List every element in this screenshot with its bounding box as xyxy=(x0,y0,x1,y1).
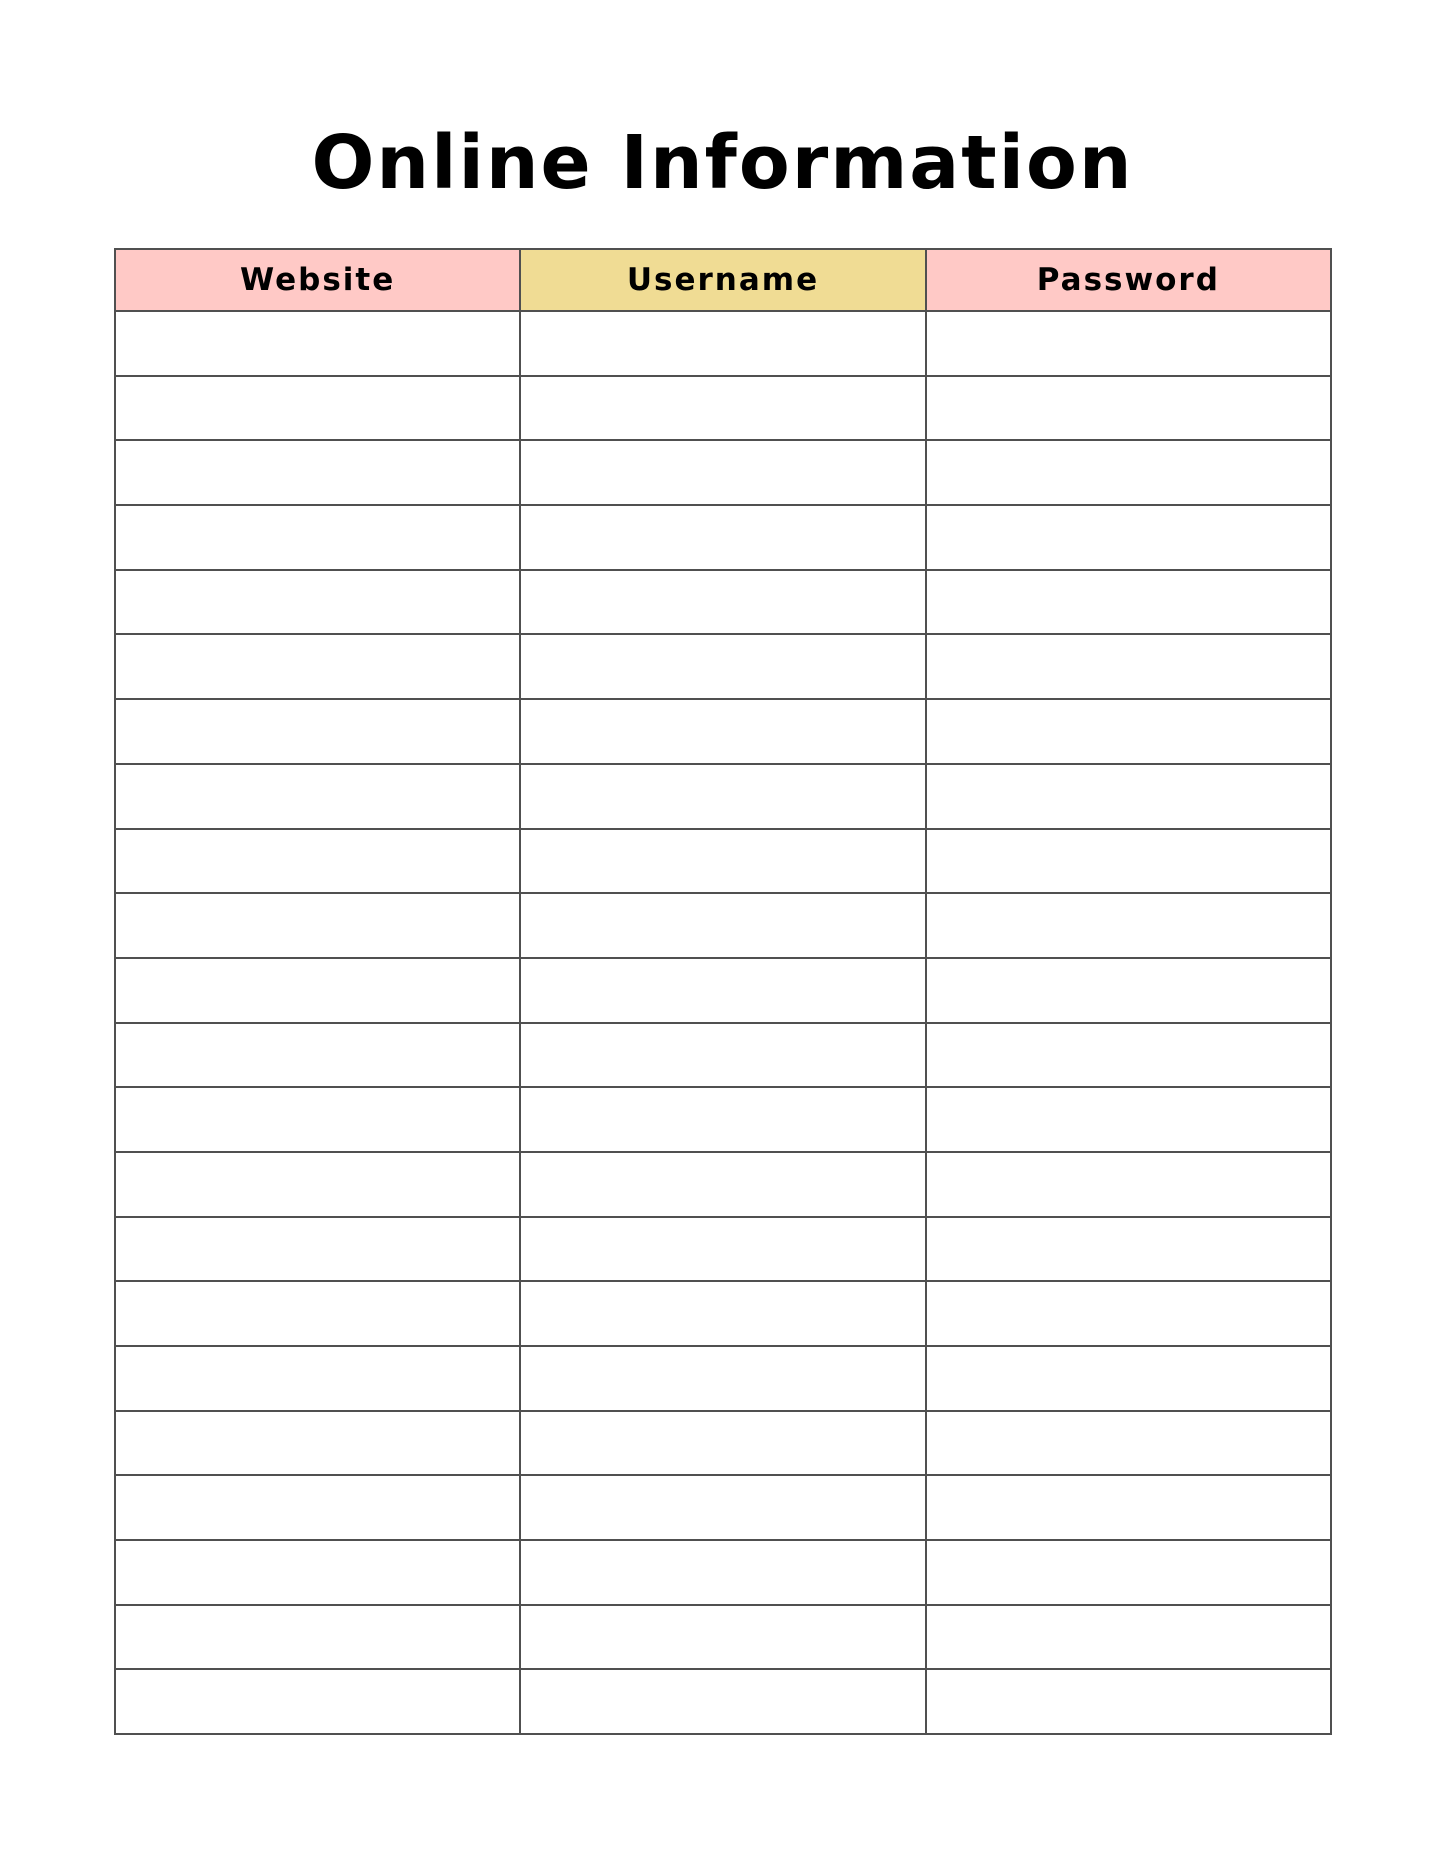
password-cell[interactable] xyxy=(926,1152,1331,1217)
password-cell[interactable] xyxy=(926,440,1331,505)
username-cell[interactable] xyxy=(520,764,925,829)
table-row xyxy=(115,376,1331,441)
table-row xyxy=(115,1087,1331,1152)
website-cell[interactable] xyxy=(115,1087,520,1152)
website-cell[interactable] xyxy=(115,699,520,764)
table-row xyxy=(115,1023,1331,1088)
website-cell[interactable] xyxy=(115,1540,520,1605)
username-cell[interactable] xyxy=(520,893,925,958)
username-cell[interactable] xyxy=(520,1346,925,1411)
table-row xyxy=(115,311,1331,376)
username-cell[interactable] xyxy=(520,376,925,441)
username-cell[interactable] xyxy=(520,1217,925,1282)
table-row xyxy=(115,634,1331,699)
password-cell[interactable] xyxy=(926,1669,1331,1734)
header-row xyxy=(115,249,1331,311)
table-row xyxy=(115,1152,1331,1217)
table-row xyxy=(115,699,1331,764)
website-cell[interactable] xyxy=(115,958,520,1023)
column-header-website: Website xyxy=(115,249,520,311)
website-cell[interactable] xyxy=(115,376,520,441)
page-title: Online Information xyxy=(311,120,1134,206)
website-cell[interactable] xyxy=(115,634,520,699)
username-cell[interactable] xyxy=(520,1281,925,1346)
password-cell[interactable] xyxy=(926,1540,1331,1605)
website-cell[interactable] xyxy=(115,311,520,376)
table-row xyxy=(115,440,1331,505)
password-cell[interactable] xyxy=(926,634,1331,699)
website-cell[interactable] xyxy=(115,829,520,894)
password-cell[interactable] xyxy=(926,311,1331,376)
table-row xyxy=(115,1281,1331,1346)
username-cell[interactable] xyxy=(520,1475,925,1540)
username-cell[interactable] xyxy=(520,1605,925,1670)
table-row xyxy=(115,764,1331,829)
username-cell[interactable] xyxy=(520,440,925,505)
password-cell[interactable] xyxy=(926,1281,1331,1346)
password-cell[interactable] xyxy=(926,1411,1331,1476)
website-cell[interactable] xyxy=(115,764,520,829)
table-row xyxy=(115,1346,1331,1411)
password-cell[interactable] xyxy=(926,570,1331,635)
website-cell[interactable] xyxy=(115,570,520,635)
username-cell[interactable] xyxy=(520,634,925,699)
table-row xyxy=(115,893,1331,958)
password-cell[interactable] xyxy=(926,1087,1331,1152)
password-cell[interactable] xyxy=(926,376,1331,441)
website-cell[interactable] xyxy=(115,1281,520,1346)
website-cell[interactable] xyxy=(115,505,520,570)
table-row xyxy=(115,570,1331,635)
username-cell[interactable] xyxy=(520,505,925,570)
password-cell[interactable] xyxy=(926,1475,1331,1540)
password-cell[interactable] xyxy=(926,1346,1331,1411)
username-cell[interactable] xyxy=(520,1023,925,1088)
column-header-password: Password xyxy=(926,249,1331,311)
website-cell[interactable] xyxy=(115,1605,520,1670)
username-cell[interactable] xyxy=(520,1152,925,1217)
online-info-table xyxy=(114,248,1332,1735)
table-body xyxy=(115,311,1331,1734)
password-cell[interactable] xyxy=(926,958,1331,1023)
website-cell[interactable] xyxy=(115,1475,520,1540)
password-cell[interactable] xyxy=(926,1217,1331,1282)
website-cell[interactable] xyxy=(115,1346,520,1411)
website-cell[interactable] xyxy=(115,1669,520,1734)
table-row xyxy=(115,958,1331,1023)
username-cell[interactable] xyxy=(520,829,925,894)
website-cell[interactable] xyxy=(115,1023,520,1088)
password-cell[interactable] xyxy=(926,893,1331,958)
website-cell[interactable] xyxy=(115,1217,520,1282)
username-cell[interactable] xyxy=(520,570,925,635)
table-row xyxy=(115,1540,1331,1605)
table-row xyxy=(115,1475,1331,1540)
website-cell[interactable] xyxy=(115,893,520,958)
username-cell[interactable] xyxy=(520,1087,925,1152)
username-cell[interactable] xyxy=(520,1411,925,1476)
table-row xyxy=(115,1411,1331,1476)
table-row xyxy=(115,1217,1331,1282)
password-cell[interactable] xyxy=(926,1605,1331,1670)
table-row xyxy=(115,1669,1331,1734)
table-row xyxy=(115,505,1331,570)
table-row xyxy=(115,1605,1331,1670)
username-cell[interactable] xyxy=(520,699,925,764)
password-cell[interactable] xyxy=(926,699,1331,764)
password-cell[interactable] xyxy=(926,505,1331,570)
website-cell[interactable] xyxy=(115,1152,520,1217)
website-cell[interactable] xyxy=(115,1411,520,1476)
website-cell[interactable] xyxy=(115,440,520,505)
table-row xyxy=(115,829,1331,894)
password-cell[interactable] xyxy=(926,764,1331,829)
username-cell[interactable] xyxy=(520,1540,925,1605)
password-cell[interactable] xyxy=(926,829,1331,894)
username-cell[interactable] xyxy=(520,958,925,1023)
column-header-username: Username xyxy=(520,249,925,311)
username-cell[interactable] xyxy=(520,311,925,376)
username-cell[interactable] xyxy=(520,1669,925,1734)
password-cell[interactable] xyxy=(926,1023,1331,1088)
